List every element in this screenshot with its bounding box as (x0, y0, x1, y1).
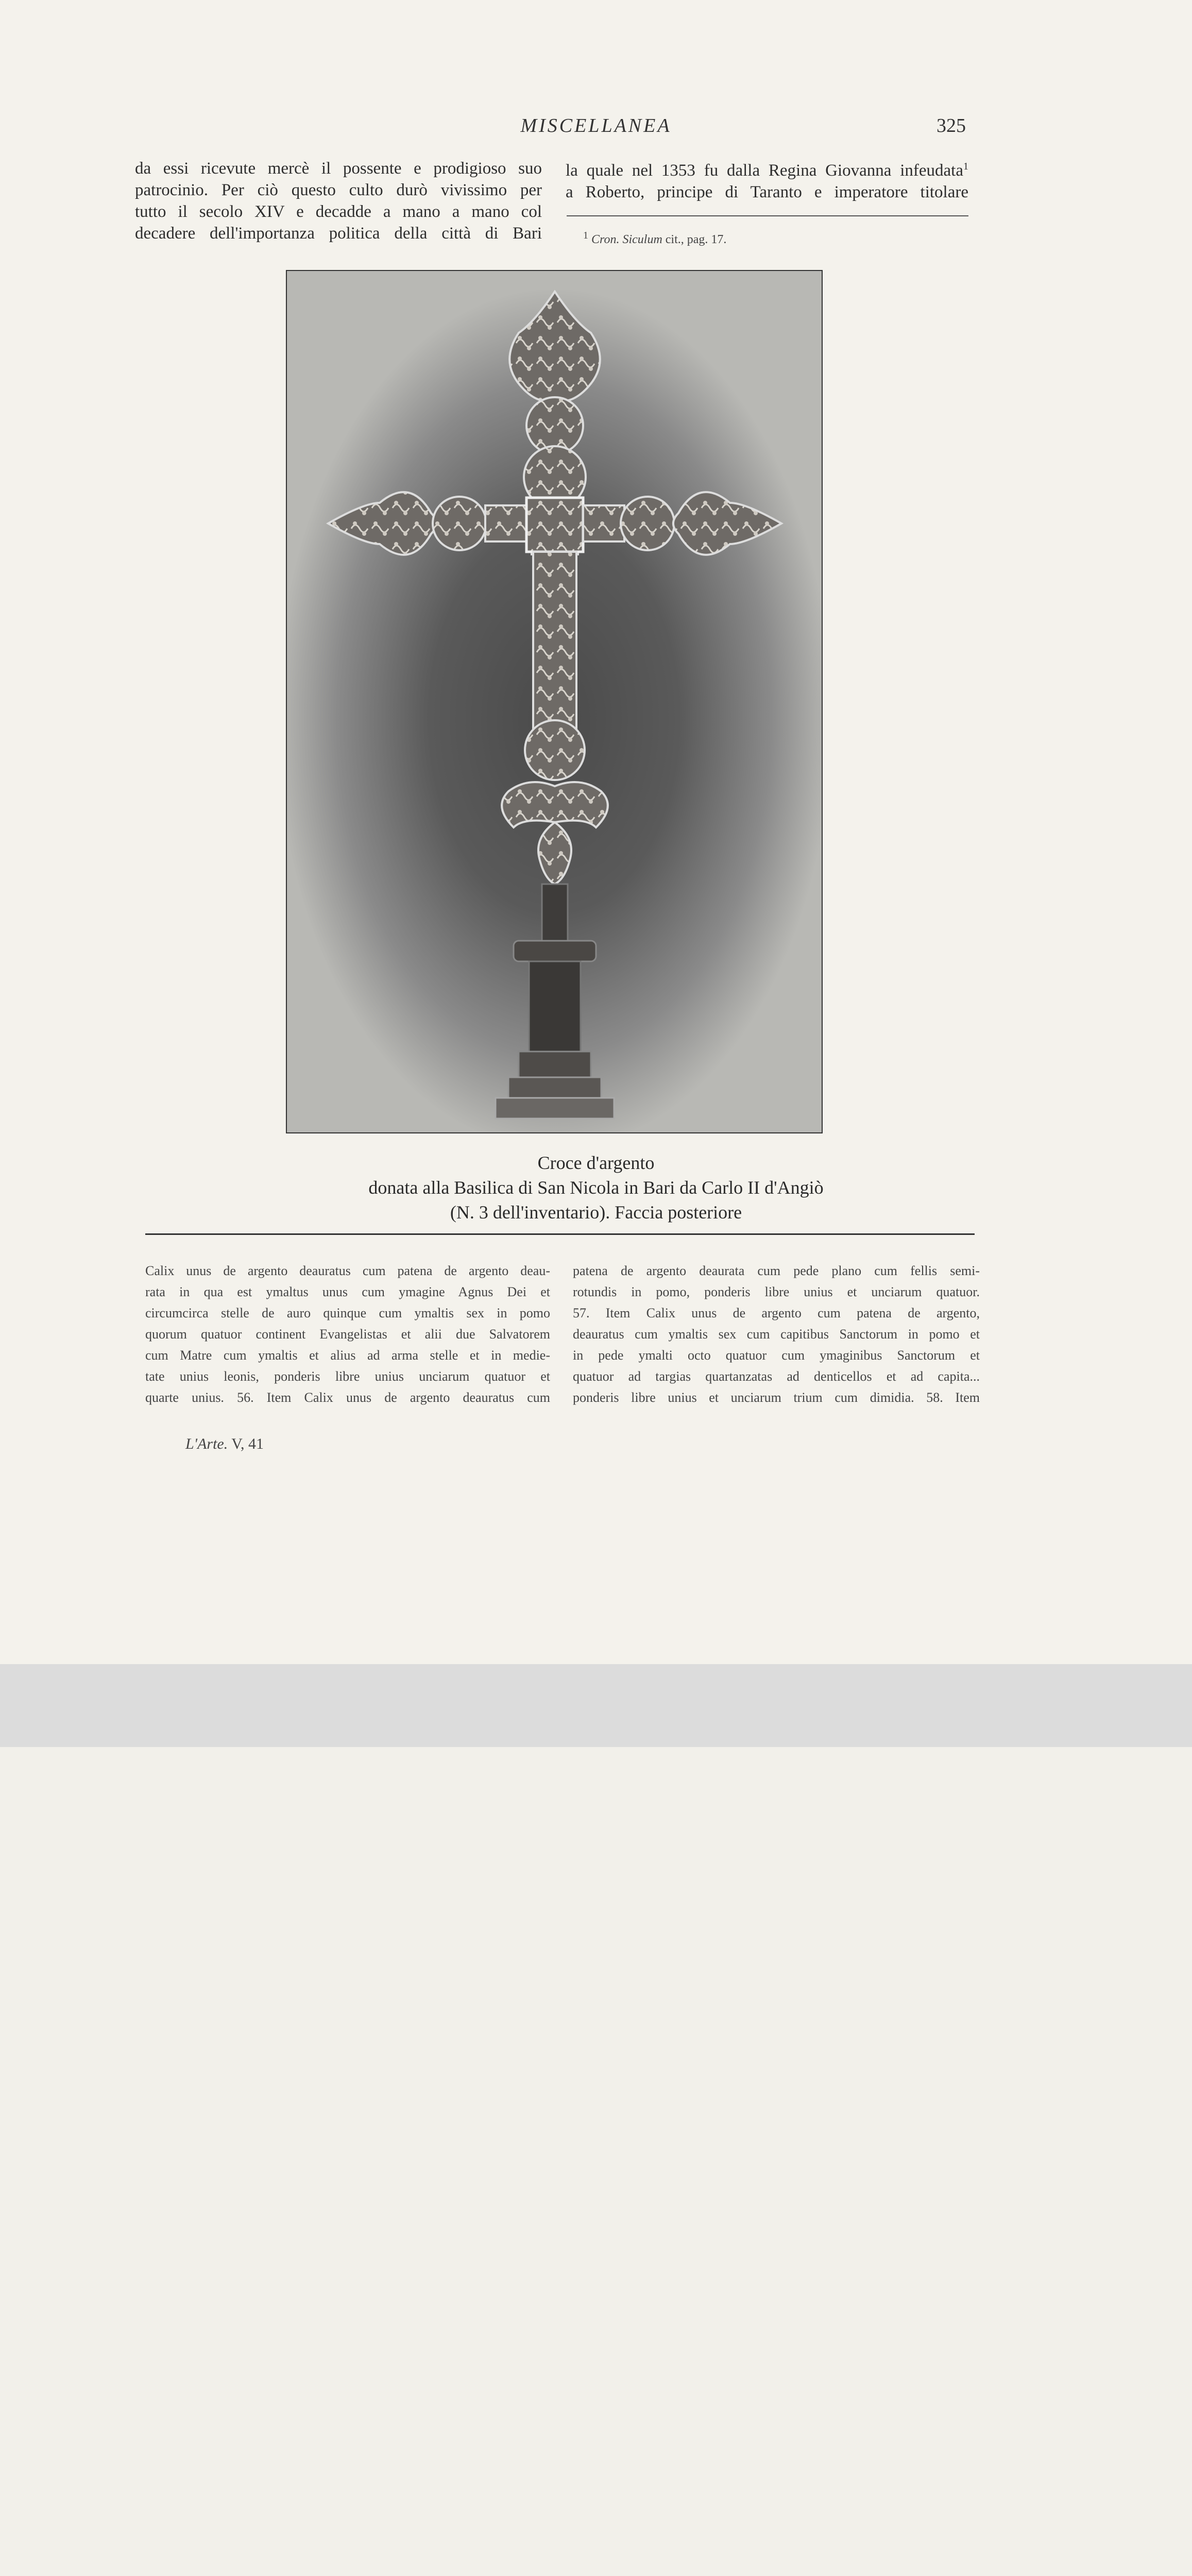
text-line: tate unius leonis, ponderis libre unius unciarum quatuor et (145, 1369, 550, 1384)
journal-name: L'Arte. (185, 1435, 228, 1452)
cross-photograph (286, 270, 823, 1133)
text-line: cum Matre cum ymaltis et alius ad arma stelle et in medie- (145, 1348, 550, 1363)
cross-stem-and-base (496, 884, 614, 1118)
text-line: 57. Item Calix unus de argento cum patena de argento, (573, 1306, 980, 1320)
processional-cross-illustration (287, 271, 822, 1132)
viewer-footer (0, 1664, 1192, 1747)
volume-sheet: V, 41 (231, 1435, 264, 1452)
footnote (583, 230, 726, 247)
cross-lower-shaft (502, 552, 608, 884)
figure-caption-line: (N. 3 dell'inventario). Faccia posteriore (450, 1202, 742, 1223)
running-header: MISCELLANEA (520, 115, 672, 137)
text-line: Calix unus de argento deauratus cum patena de argento deau- (145, 1263, 550, 1278)
text-line (566, 156, 968, 181)
figure-caption-line: donata alla Basilica di San Nicola in Bari da Carlo II d'Angiò (368, 1177, 824, 1198)
cross-right-arm (583, 492, 781, 555)
text-line: patena de argento deaurata cum pede plano cum fellis semi- (573, 1263, 980, 1278)
body-column-left (135, 158, 542, 244)
inventory-quote-right (573, 1260, 980, 1408)
text-line: rotundis in pomo, ponderis libre unius et unciarum quatuor. (573, 1284, 980, 1299)
text-line: decadere dell'importanza politica della città di Bari (135, 224, 542, 243)
signature-mark (185, 1435, 264, 1453)
text-line: ponderis libre unius et unciarum trium cum dimidia. 58. Item (573, 1390, 980, 1405)
text-line: a Roberto, principe di Taranto e imperatore titolare (566, 183, 968, 201)
text-line: quorum quatuor continent Evangelistas et alii due Salvatorem (145, 1327, 550, 1342)
text-line: quarte unius. 56. Item Calix unus de argento deauratus cum (145, 1390, 550, 1405)
text-line: quatuor ad targias quartanzatas ad denticellos et ad capita... (573, 1369, 980, 1384)
cross-center-square (526, 498, 583, 552)
footnote-title: Cron. Siculum (591, 233, 662, 246)
text-line: in pede ymalti octo quatuor cum ymaginibus Sanctorum et (573, 1348, 980, 1363)
cross-top-finial (509, 292, 600, 401)
page-number: 325 (936, 115, 966, 137)
text-line: rata in qua est ymaltus unus cum ymagine Agnus Dei et (145, 1284, 550, 1299)
footnote-marker: 1 (583, 230, 588, 241)
footnote-rule (567, 215, 968, 216)
body-column-right (566, 156, 968, 203)
text-line: deauratus cum ymaltis sex cum capitibus Sanctorum in pomo et (573, 1327, 980, 1342)
section-rule (145, 1233, 975, 1235)
text-line-content: la quale nel 1353 fu dalla Regina Giovanna infeudata (566, 161, 963, 180)
footnote-ref: 1 (963, 161, 968, 172)
text-line: da essi ricevute mercè il possente e prodigioso suo (135, 159, 542, 178)
figure-caption-line: Croce d'argento (537, 1153, 655, 1173)
text-line: circumcirca stelle de auro quinque cum ymaltis sex in pomo (145, 1306, 550, 1320)
footnote-rest: cit., pag. 17. (665, 233, 727, 246)
text-line: patrocinio. Per ciò questo culto durò vivissimo per (135, 181, 542, 199)
text-line: tutto il secolo XIV e decadde a mano a mano col (135, 202, 542, 221)
inventory-quote-left (145, 1260, 550, 1408)
cross-left-arm (328, 492, 526, 555)
